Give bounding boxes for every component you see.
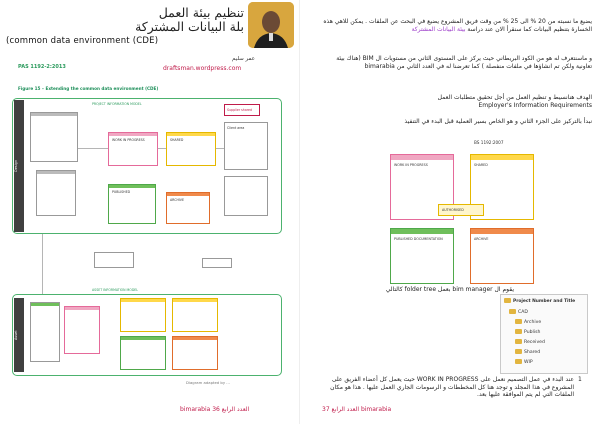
bs-wip-box: WORK IN PROGRESS	[390, 154, 454, 220]
tree-root: Project Number and Title	[504, 298, 575, 304]
folder-icon	[509, 309, 516, 314]
author-name: عمر سليم	[232, 56, 255, 62]
bs-published-box: PUBLISHED DOCUMENTATION	[390, 228, 454, 284]
client-box-2	[224, 176, 268, 216]
footer-brand: bimarabia	[180, 406, 211, 413]
asset-left-box	[30, 302, 60, 362]
handover-box	[94, 252, 134, 268]
requirement-arabic: الهدف هنانسيط و تنظيم العمل من أجل تحقيق متطلبات العمل	[437, 94, 592, 101]
shared-box: SHARED	[166, 132, 216, 166]
handover-box-2	[202, 258, 232, 268]
title-line-2: بلة البيانات المشتركة	[135, 19, 244, 34]
author-website-link[interactable]: draftsman.wordpress.com	[163, 65, 242, 72]
folder-icon	[515, 339, 522, 344]
folder-icon	[504, 298, 511, 303]
bs-authorised-box: AUTHORISED	[438, 204, 484, 216]
tree-item-wip[interactable]: WIP	[515, 359, 533, 365]
article-title-arabic	[112, 6, 244, 34]
footer-brand: bimarabia	[360, 406, 392, 413]
paragraph-2: و ماسنتعرف له هو من الكود البريطاني حيث يركز على المستوى الثاني من مستويات ال BIM (هناك بيئة تعاونية ولكن تم انشاؤها في ملفات منفصلة ) كما تعرضنا له في العدد الثاني من bimarabia	[336, 55, 592, 70]
connector-line	[216, 148, 224, 149]
folder-icon	[515, 329, 522, 334]
tree-item-archive[interactable]: Archive	[515, 319, 541, 325]
bs-archive-box: ARCHIVE	[470, 228, 534, 284]
connector-line	[78, 148, 108, 149]
sidebar-lower: Asset	[14, 298, 24, 372]
title-line-1: تنظيم بيئة العمل	[158, 5, 244, 20]
sidebar-upper: Design	[14, 100, 24, 232]
footer-right	[322, 406, 391, 413]
author-photo	[248, 2, 294, 48]
published-box: PUBLISHED	[108, 184, 156, 224]
connector-line	[42, 234, 43, 294]
right-page	[300, 0, 600, 424]
asset-archive-box	[172, 336, 218, 370]
folder-tree	[500, 294, 588, 374]
task-team-box	[30, 112, 78, 162]
archive-box: ARCHIVE	[166, 192, 210, 224]
footer-issue: العدد الرابع 37	[322, 406, 360, 413]
bullet-number: 1	[578, 376, 582, 383]
bs-shared-box: SHARED	[470, 154, 534, 220]
folder-icon	[515, 319, 522, 324]
asset-published-box	[120, 336, 166, 370]
cde-link[interactable]: بيئة البيانات المشتركة	[411, 25, 466, 33]
asset-shared-box-2	[172, 298, 218, 332]
start-paragraph: نبدأ بالتركيز على الجزء الثاني و هو الخاص بسير العملية قبل البدء في التنفيذ	[404, 118, 592, 125]
paragraph-1: يضيع ما نسبته من 20 % الى 25 % من وقت فريق المشروع يضيع في البحث عن الملفات . يمكن للاهي هذه الخسارة بتنظيم البيانات كما سنقرأ الان عند دراسة بيئة البيانات المشتركة	[323, 18, 592, 33]
footer-issue: العدد الرابع 36	[212, 406, 250, 413]
connector-line	[158, 148, 166, 149]
tree-item-shared[interactable]: Shared	[515, 349, 540, 355]
requirement-english: Employer's Information Requirements	[478, 102, 592, 109]
tree-item-cad[interactable]: CAD	[509, 309, 528, 315]
folder-icon	[515, 359, 522, 364]
footer-left	[180, 406, 249, 413]
sources-note: Diagram adapted by ...	[186, 380, 230, 385]
article-title-english: (common data environment (CDE)	[6, 36, 159, 46]
aim-label: ASSET INFORMATION MODEL	[92, 288, 139, 292]
bullet-text: عند البدء في عمل التصميم نعمل على WORK IN PROGRESS حيث يعمل كل أعضاء الفريق على المشروع في هذا المجلد و توجد هنا كل المخططات و الرسومات الجاري العمل عليها . هذا هو مكان الملفات التي لم يتم الموافقة عليها بعد.	[330, 376, 574, 399]
bs-title: BS 1192:2007	[474, 140, 504, 145]
supplier-box: Supplier shared	[224, 104, 260, 116]
asset-wip-box	[64, 306, 100, 354]
pim-label: PROJECT INFORMATION MODEL	[92, 102, 142, 106]
pas-standard-label: PAS 1192-2:2013	[18, 64, 66, 70]
asset-shared-box	[120, 298, 166, 332]
folder-icon	[515, 349, 522, 354]
client-box: Client area	[224, 122, 268, 170]
figure-caption: Figure 15 – Extending the common data environment (CDE)	[18, 86, 159, 91]
wip-box: WORK IN PROGRESS	[108, 132, 158, 166]
cde-diagram	[12, 92, 288, 378]
bs1192-diagram	[388, 140, 536, 286]
tree-item-publish[interactable]: Publish	[515, 329, 540, 335]
folder-caption: يقوم ال bim manager بعمل folder tree كالتالي	[385, 286, 514, 293]
tree-item-received[interactable]: Received	[515, 339, 545, 345]
task-team-box-2	[36, 170, 76, 216]
